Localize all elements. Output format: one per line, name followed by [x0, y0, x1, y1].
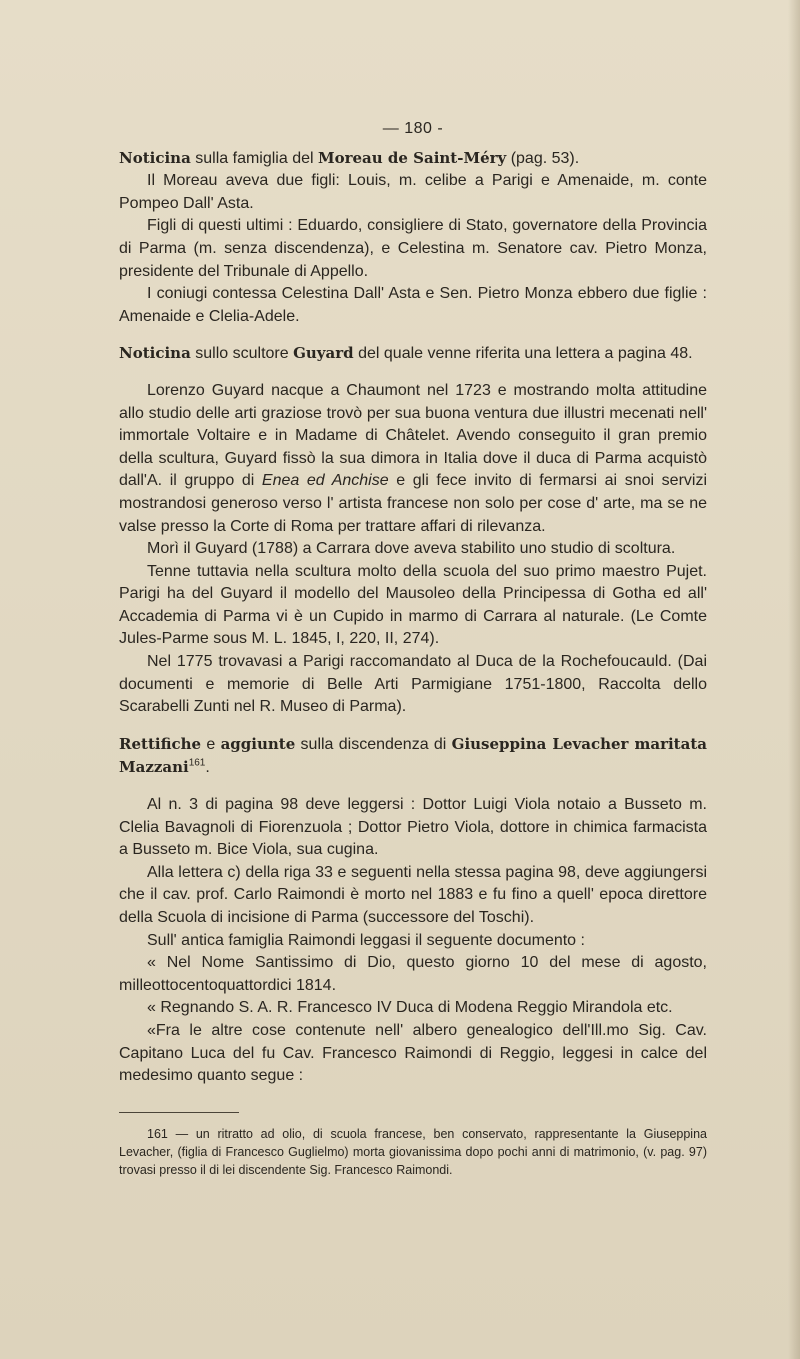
- heading-text: sulla famiglia del: [195, 149, 314, 167]
- footnote: 161 — un ritratto ad olio, di scuola francese, ben conservato, rappresentante la Giuseppina Levacher, (figlia di Francesco Guglielmo) morta giovanissima dopo pochi anni di matrimonio, (v. pag. 97) trovasi presso il di lei discendente Sig. Francesco Raimondi.: [119, 1126, 707, 1177]
- paragraph-text: e gli fece invito di fermarsi ai snoi servizi mostrandosi generoso verso l' artista francese non solo per cose d' arte, ma se ne valse presso la Corte di Roma per trattare affari di rilevanza.: [119, 472, 708, 535]
- paragraph-text: Lorenzo Guyard nacque a Chaumont nel 1723 e mostrando molta attitudine allo studio delle arti graziose trovò per sua buona ventura due illustri mecenati nell' immortale Voltaire e in Madame di Châtelet. Avendo conseguito il gran premio della scultura, Guyard fissò la sua dimora in Italia dove il duca di Parma acquistò dall'A. il gruppo di: [119, 381, 707, 490]
- footnote-marker: 161: [188, 758, 206, 770]
- page-number: — 180 -: [382, 120, 444, 137]
- heading-keyword: Noticina: [119, 344, 191, 363]
- paragraph: Alla lettera c) della riga 33 e seguenti nella stessa pagina 98, deve aggiungersi che il cav. prof. Carlo Raimondi è morto nel 1883 e fu fino a quell' epoca direttore della Scuola di incisione di Parma (successore del Toschi).: [119, 863, 707, 926]
- page-edge-shadow: [788, 0, 800, 1359]
- heading-text: .: [205, 759, 210, 777]
- quote-paragraph: «Fra le altre cose contenute nell' albero genealogico dell'Ill.mo Sig. Cav. Capitano Luca del fu Cav. Francesco Raimondi di Reggio, leggesi in calce del medesimo quanto segue :: [119, 1021, 707, 1085]
- heading-text: sulla discendenza di: [300, 735, 447, 753]
- heading-name: Moreau de Saint-Méry: [318, 148, 507, 167]
- italic-title: Enea ed Anchise: [261, 472, 389, 490]
- footnote-divider: [119, 1112, 239, 1113]
- quote-paragraph: « Nel Nome Santissimo di Dio, questo giorno 10 del mese di agosto, milleottocentoquattordici 1814.: [119, 954, 707, 994]
- paragraph: Figli di questi ultimi : Eduardo, consigliere di Stato, governatore della Provincia di Parma (m. senza discendenza), e Celestina m. Senatore cav. Pietro Monza, presidente del Tribunale di Appello.: [119, 217, 707, 280]
- section-heading-moreau: [119, 147, 707, 171]
- heading-name: Guyard: [293, 344, 354, 363]
- page-text-block: [119, 118, 707, 1179]
- paragraph: Tenne tuttavia nella scultura molto della scuola del suo primo maestro Pujet. Parigi ha del Guyard il modello del Mausoleo della Principessa di Gotha ed all' Accademia di Parma vi è un Cupido in marmo di Carrara al naturale. (Le Comte Jules-Parme sous M. L. 1845, I, 220, II, 274).: [119, 562, 707, 648]
- quote-paragraph: « Regnando S. A. R. Francesco IV Duca di Modena Reggio Mirandola etc.: [147, 999, 673, 1017]
- paragraph: I coniugi contessa Celestina Dall' Asta e Sen. Pietro Monza ebbero due figlie : Amenaide e Clelia-Adele.: [119, 285, 707, 325]
- heading-name: Giuseppina Levacher maritata Mazzani: [119, 734, 707, 777]
- heading-text: del quale venne riferita una lettera a pagina 48.: [358, 345, 693, 363]
- heading-keyword: Rettifiche: [119, 734, 202, 753]
- section-heading-guyard: [119, 342, 707, 366]
- paragraph: [119, 380, 707, 538]
- paragraph: Il Moreau aveva due figli: Louis, m. celibe a Parigi e Amenaide, m. conte Pompeo Dall' Asta.: [119, 172, 707, 212]
- heading-text: sullo scultore: [195, 345, 289, 363]
- paragraph: Al n. 3 di pagina 98 deve leggersi : Dottor Luigi Viola notaio a Busseto m. Clelia Bavagnoli di Fiorenzuola ; Dottor Pietro Viola, dottore in chimica farmacista a Busseto m. Bice Viola, sua cugina.: [119, 796, 707, 859]
- paragraph: Sull' antica famiglia Raimondi leggasi il seguente documento :: [147, 931, 585, 949]
- paragraph: Morì il Guyard (1788) a Carrara dove aveva stabilito uno studio di scoltura.: [147, 540, 676, 558]
- paragraph: Nel 1775 trovavasi a Parigi raccomandato al Duca de la Rochefoucauld. (Dai documenti e memorie di Belle Arti Parmigiane 1751-1800, Raccolta dello Scarabelli Zunti nel R. Museo di Parma).: [119, 653, 707, 716]
- heading-text: e: [206, 735, 216, 753]
- heading-text: (pag. 53).: [510, 149, 580, 167]
- section-heading-rettifiche: [119, 733, 707, 780]
- heading-keyword: Noticina: [119, 148, 191, 167]
- heading-keyword: aggiunte: [220, 734, 296, 753]
